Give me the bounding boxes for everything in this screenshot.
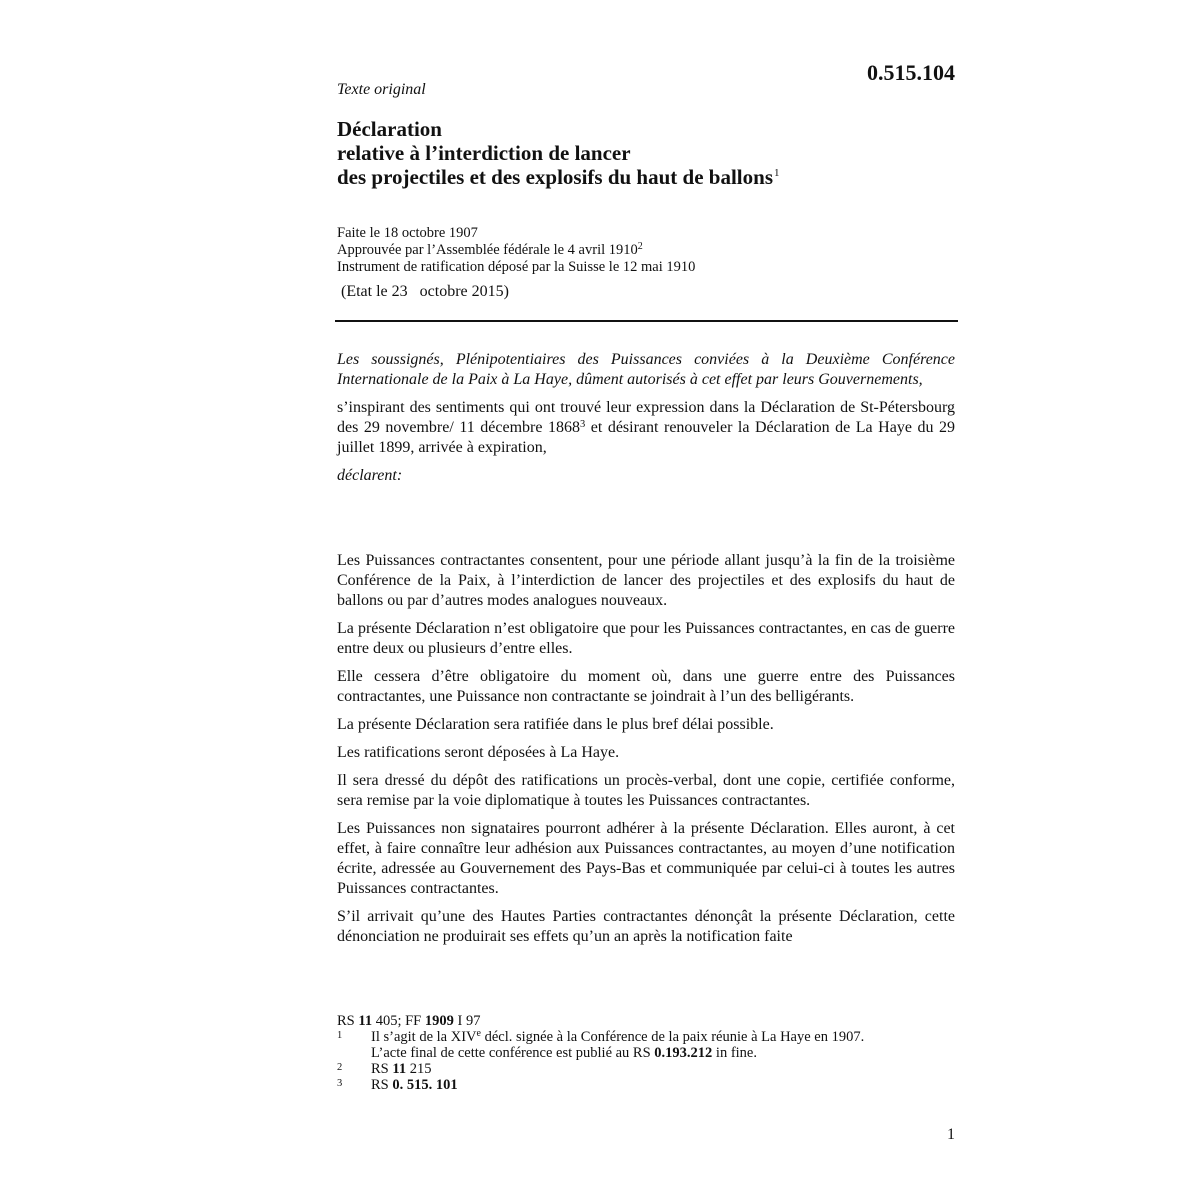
preamble: [337, 350, 955, 494]
article-paragraph-7: Les Puissances non signataires pourront adhérer à la présente Déclaration. Elles auront, à cet effet, à faire connaître leur adhésion aux Puissances contractantes, au moyen d’une notification écrite, adressée au Gouvernement des Pays-Bas et communiquée par celui-ci à toutes les autres Puissances contractantes.: [337, 820, 955, 897]
superscript-e: e: [476, 1028, 481, 1039]
article-paragraph-5: Les ratifications seront déposées à La Haye.: [337, 744, 620, 761]
preamble-inspired: [337, 398, 955, 458]
footnote-number: 3: [337, 1078, 343, 1089]
preamble-inspired-part-a: s’inspirant des sentiments qui ont trouvé leur expression dans la Déclaration de St-Pétersbourg des 29 novembre/ 11 décembre 1868: [337, 399, 955, 436]
approved-footnote-mark[interactable]: 2: [637, 241, 643, 252]
preamble-inspired-part-b: et désirant renouveler la Déclaration de La Haye du 29 juillet 1899, arrivée à expiration,: [337, 419, 955, 456]
preamble-declare: déclarent:: [337, 467, 403, 484]
title-line-1: Déclaration: [337, 117, 442, 141]
source-text: RS: [337, 1013, 359, 1029]
footnote-2: [337, 1061, 957, 1077]
page-number: 1: [947, 1126, 955, 1143]
rs-reference-link[interactable]: 0.193.212: [654, 1045, 713, 1061]
source-year: 1909: [424, 1013, 454, 1029]
article-paragraph-3: Elle cessera d’être obligatoire du moment où, dans une guerre entre des Puissances contractantes, une Puissance non contractante se joindrait à l’un des belligérants.: [337, 668, 955, 705]
footnote-1: [337, 1029, 957, 1061]
footnote-text-part: in fine.: [712, 1045, 757, 1061]
article-paragraph-6: Il sera dressé du dépôt des ratifications un procès-verbal, dont une copie, certifiée conforme, sera remise par la voie diplomatique à toutes les Puissances contractantes.: [337, 772, 955, 809]
footnote-number: 1: [337, 1030, 343, 1041]
articles: [337, 551, 955, 955]
status-date: (Etat le 23 octobre 2015): [341, 283, 509, 300]
footnote-text-part: Il s’agit de la XIV: [371, 1029, 477, 1045]
article-paragraph-1: Les Puissances contractantes consentent, pour une période allant jusqu’à la fin de la troisième Conférence de la Paix, à l’interdiction de lancer des projectiles et des explosifs du haut de ballons ou par d’autres modes analogues nouveaux.: [337, 552, 955, 609]
source-volume: 11: [358, 1013, 373, 1029]
source-text: I 97: [453, 1013, 481, 1029]
footnote-source: [337, 1013, 957, 1029]
preamble-footnote-mark[interactable]: 3: [579, 419, 586, 430]
preamble-signatories: Les soussignés, Plénipotentiaires des Puissances conviées à la Deuxième Conférence Internationale de la Paix à La Haye, dûment autorisés à cet effet par leurs Gouvernements,: [337, 351, 955, 388]
date-done: Faite le 18 octobre 1907: [337, 225, 478, 241]
footnote-text: [371, 1077, 957, 1093]
footnote-text-part: L’acte final de cette conférence est publié au RS: [371, 1045, 655, 1061]
article-paragraph-4: La présente Déclaration sera ratifiée dans le plus bref délai possible.: [337, 716, 774, 733]
date-approved: [337, 242, 957, 259]
rs-reference-link[interactable]: 11: [392, 1061, 407, 1077]
ratification-deposit: Instrument de ratification déposé par la Suisse le 12 mai 1910: [337, 259, 696, 275]
footnote-text: [371, 1061, 957, 1077]
title-line-3-text: des projectiles et des explosifs du haut de ballons: [337, 165, 773, 189]
footnote-3: [337, 1077, 957, 1093]
article-paragraph-2: La présente Déclaration n’est obligatoire que pour les Puissances contractantes, en cas de guerre entre deux ou plusieurs d’entre elles.: [337, 620, 955, 657]
rs-reference-link[interactable]: 0. 515. 101: [392, 1077, 458, 1093]
document-title: [337, 117, 977, 189]
footnote-text-part: RS: [371, 1077, 393, 1093]
footnote-number: 2: [337, 1062, 343, 1073]
footnote-text-part: RS: [371, 1061, 393, 1077]
article-paragraph-8: S’il arrivait qu’une des Hautes Parties contractantes dénonçât la présente Déclaration, cette dénonciation ne produirait ses effets qu’un an après la notification faite: [337, 908, 955, 945]
source-text: 405; FF: [372, 1013, 425, 1029]
title-footnote-mark[interactable]: 1: [774, 167, 780, 179]
footnotes: [337, 1013, 957, 1093]
footnote-text-part: décl. signée à la Conférence de la paix réunie à La Haye en 1907.: [480, 1029, 865, 1045]
document-metadata: [337, 225, 957, 276]
footnote-text-part: 215: [406, 1061, 432, 1077]
original-text-label: Texte original: [337, 81, 426, 98]
footnote-text: [371, 1029, 957, 1061]
title-line-3: [337, 165, 977, 189]
document-reference-number: 0.515.104: [867, 60, 955, 85]
title-line-2: relative à l’interdiction de lancer: [337, 141, 631, 165]
date-approved-text: Approuvée par l’Assemblée fédérale le 4 avril 1910: [337, 242, 638, 258]
header-divider: [335, 320, 958, 322]
